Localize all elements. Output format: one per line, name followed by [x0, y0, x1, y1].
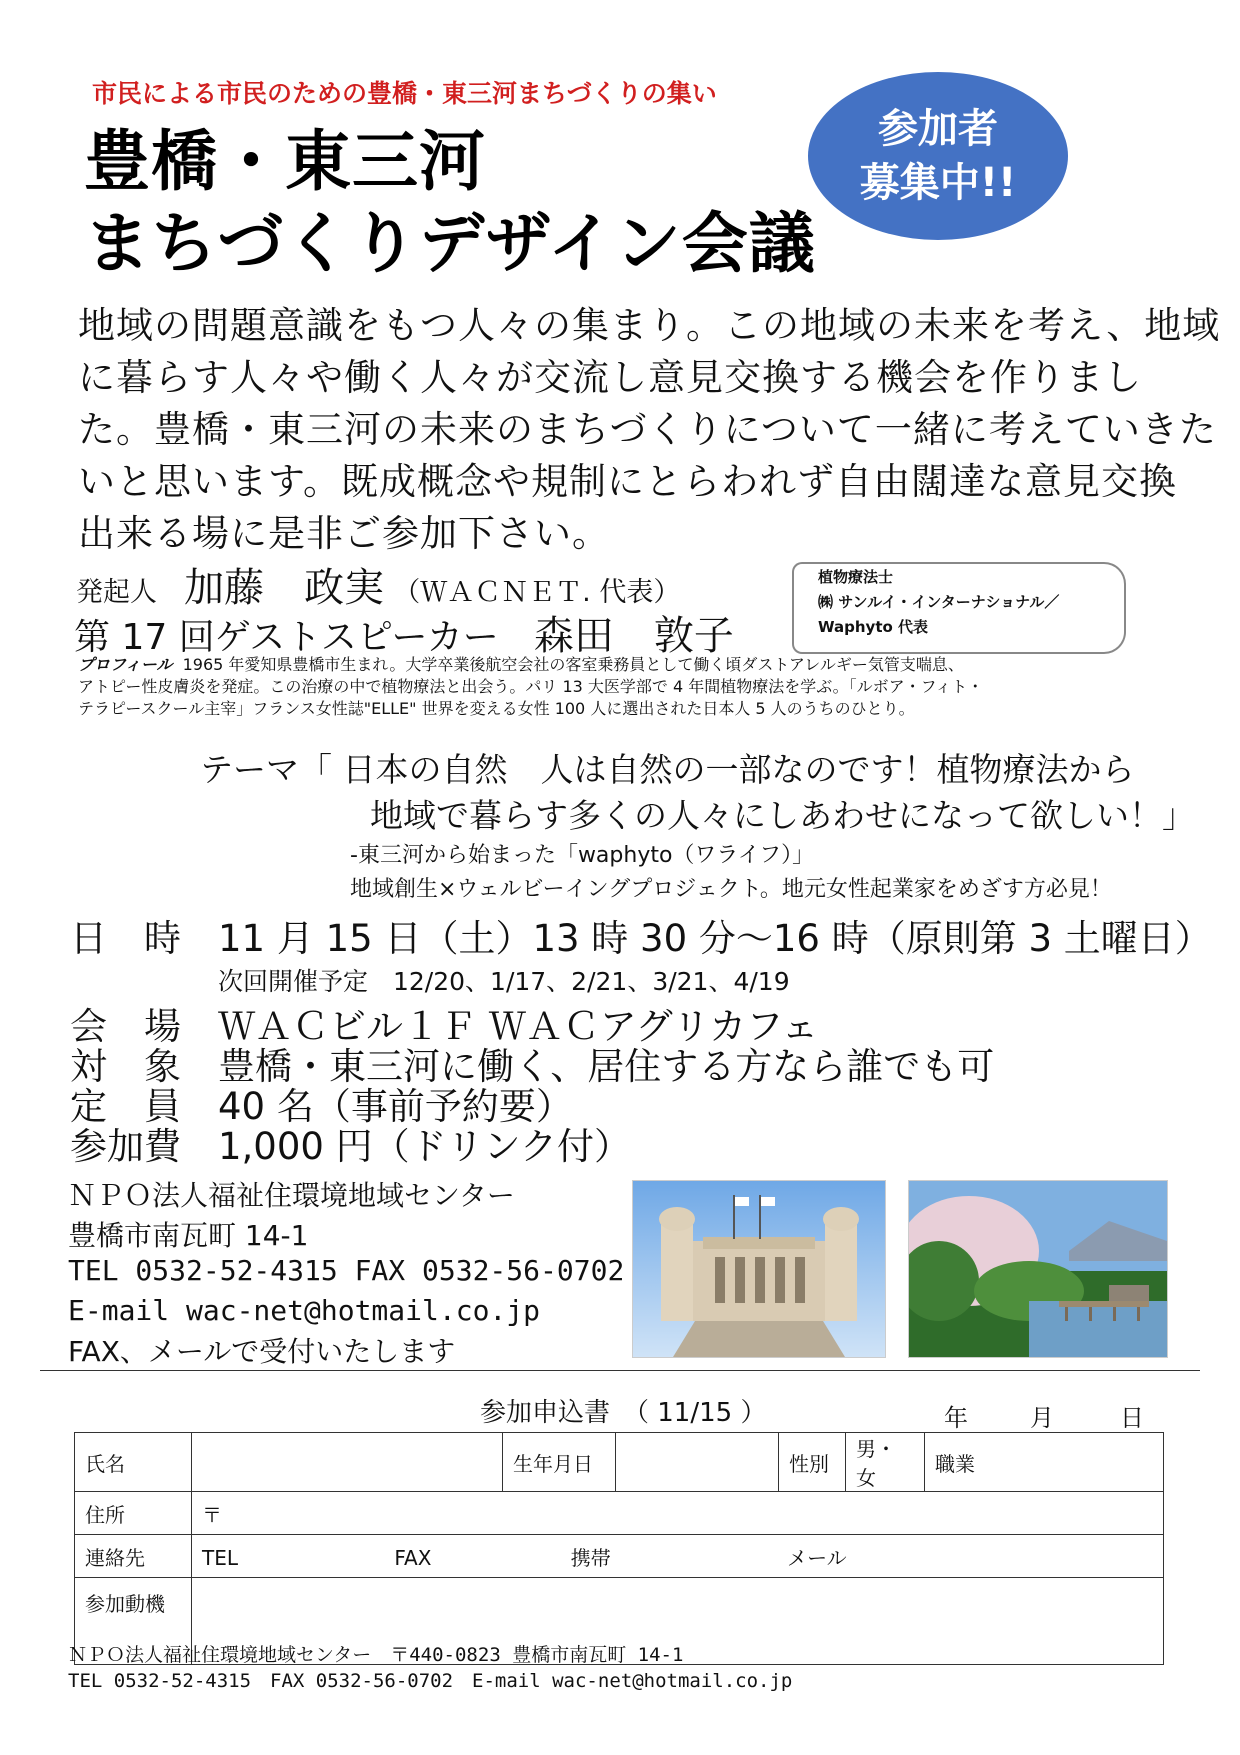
profile-line: 1965 年愛知県豊橋市生まれ。大学卒業後航空会社の客室乗務員として働く頃ダストアレルギー気管支喘息、 [182, 655, 964, 674]
mail-label: メール [787, 1545, 847, 1570]
form-title: 参加申込書 （ 11/15 ） [480, 1398, 767, 1428]
contact-label: 連絡先 [75, 1535, 192, 1578]
contact-email: E-mail wac-net@hotmail.co.jp [68, 1294, 541, 1327]
tel-label: TEL [202, 1545, 238, 1570]
mobile-label: 携帯 [570, 1545, 611, 1570]
speaker-row [74, 604, 734, 661]
intro-line: 出来る場に是非ご参加下さい。 [78, 512, 610, 555]
contact-org: ＮＰＯ法人福祉住環境地域センター [68, 1179, 515, 1212]
theme-sub-2: 地域創生×ウェルビーイングプロジェクト。地元女性起業家をめざす方必見！ [350, 877, 1112, 902]
event-capacity: 定 員 40 名（事前予約要） [70, 1085, 573, 1128]
intro-paragraph [78, 300, 1221, 560]
event-fee: 参加費 1,000 円（ドリンク付） [70, 1125, 631, 1168]
profile-label: プロフィール [78, 655, 173, 674]
contact-note: FAX、メールで受付いたします [68, 1335, 456, 1368]
application-form [74, 1432, 1164, 1665]
contact-address: 豊橋市南瓦町 14-1 [68, 1219, 309, 1252]
intro-line: 地域の問題意識をもつ人々の集まり。この地域の未来を考え、地域 [78, 304, 1221, 347]
speaker-profile [78, 654, 1178, 720]
form-row-contact [75, 1535, 1164, 1578]
title-line-1: 豊橋・東三河 [84, 123, 486, 200]
intro-line: いと思います。既成概念や規制にとらわれず自由闊達な意見交換 [78, 460, 1178, 503]
organizer-label: 発起人 [76, 577, 157, 608]
name-field[interactable] [192, 1433, 503, 1492]
address-field[interactable] [192, 1492, 1164, 1535]
park-photo [908, 1180, 1168, 1358]
intro-line: た。豊橋・東三河の未来のまちづくりについて一緒に考えていきた [78, 408, 1217, 451]
form-row-address [75, 1492, 1164, 1535]
theme-line-2: 地域で暮らす多くの人々にしあわせになって欲しい！」 [370, 796, 1195, 835]
motive-label: 参加動機 [75, 1578, 192, 1665]
birthdate-field[interactable] [616, 1433, 779, 1492]
speaker-note-title: 植物療法士 [818, 568, 894, 586]
birthdate-label: 生年月日 [503, 1433, 616, 1492]
speaker-name: 森田 敦子 [533, 613, 734, 659]
theme-line-1: テーマ「 日本の自然 人は自然の一部なのです！植物療法から [200, 750, 1135, 789]
name-label: 氏名 [75, 1433, 192, 1492]
recruiting-badge [808, 72, 1068, 240]
cut-line [40, 1370, 1200, 1371]
event-venue: 会 場 ＷＡＣビル１Ｆ ＷＡＣアグリカフェ [70, 1005, 819, 1048]
form-row-name [75, 1433, 1164, 1492]
badge-line-2: 募集中!! [859, 160, 1017, 206]
form-month-label: 月 [1030, 1404, 1054, 1432]
profile-line: テラピースクール主宰」フランス女性誌"ELLE" 世界を変える女性 100 人に選出された日本人 5 人のうちのひとり。 [78, 699, 915, 718]
title-line-2: まちづくりデザイン会議 [84, 205, 816, 282]
gender-field[interactable]: 男・女 [846, 1433, 925, 1492]
theme-sub-1: -東三河から始まった「waphyto（ワライフ）」 [350, 843, 815, 868]
gender-label: 性別 [779, 1433, 846, 1492]
city-hall-photo [632, 1180, 886, 1358]
speaker-note-role: Waphyto 代表 [818, 618, 929, 636]
job-field[interactable] [925, 1433, 1164, 1492]
speaker-note-company: ㈱ サンルイ・インターナショナル／ [818, 593, 1060, 611]
footer-line-2: TEL 0532-52-4315 FAX 0532-56-0702 E-mail wac-net@hotmail.co.jp [68, 1670, 793, 1692]
intro-line: に暮らす人々や働く人々が交流し意見交換する機会を作りまし [78, 356, 1142, 399]
footer-line-1: ＮＰＯ法人福祉住環境地域センター 〒440-0823 豊橋市南瓦町 14-1 [68, 1644, 684, 1666]
job-label: 職業 [935, 1451, 975, 1476]
badge-line-1: 参加者 [878, 106, 998, 152]
organizer-name: 加藤 政実 [184, 565, 385, 611]
form-day-label: 日 [1120, 1404, 1144, 1432]
contact-tel-fax: TEL 0532-52-4315 FAX 0532-56-0702 [68, 1254, 625, 1287]
form-year-label: 年 [944, 1404, 968, 1432]
event-datetime: 日 時 11 月 15 日（土）13 時 30 分～16 時（原則第 3 土曜日） [70, 917, 1212, 960]
postal-mark: 〒 [202, 1502, 222, 1527]
speaker-label: 第 17 回ゲストスピーカー [74, 617, 499, 658]
fax-label: FAX [394, 1545, 432, 1570]
contact-field[interactable] [192, 1535, 1164, 1578]
next-dates: 次回開催予定 12/20、1/17、2/21、3/21、4/19 [218, 967, 790, 996]
event-target: 対 象 豊橋・東三河に働く、居住する方なら誰でも可 [70, 1045, 995, 1088]
tagline: 市民による市民のための豊橋・東三河まちづくりの集い [92, 79, 717, 108]
address-label: 住所 [75, 1492, 192, 1535]
profile-line: アトピー性皮膚炎を発症。この治療の中で植物療法と出会う。パリ 13 大医学部で 4 年間植物療法を学ぶ。「ルボア・フィト・ [78, 677, 984, 696]
organizer-affiliation: （ＷＡＣＮＥＴ. 代表） [393, 577, 681, 608]
